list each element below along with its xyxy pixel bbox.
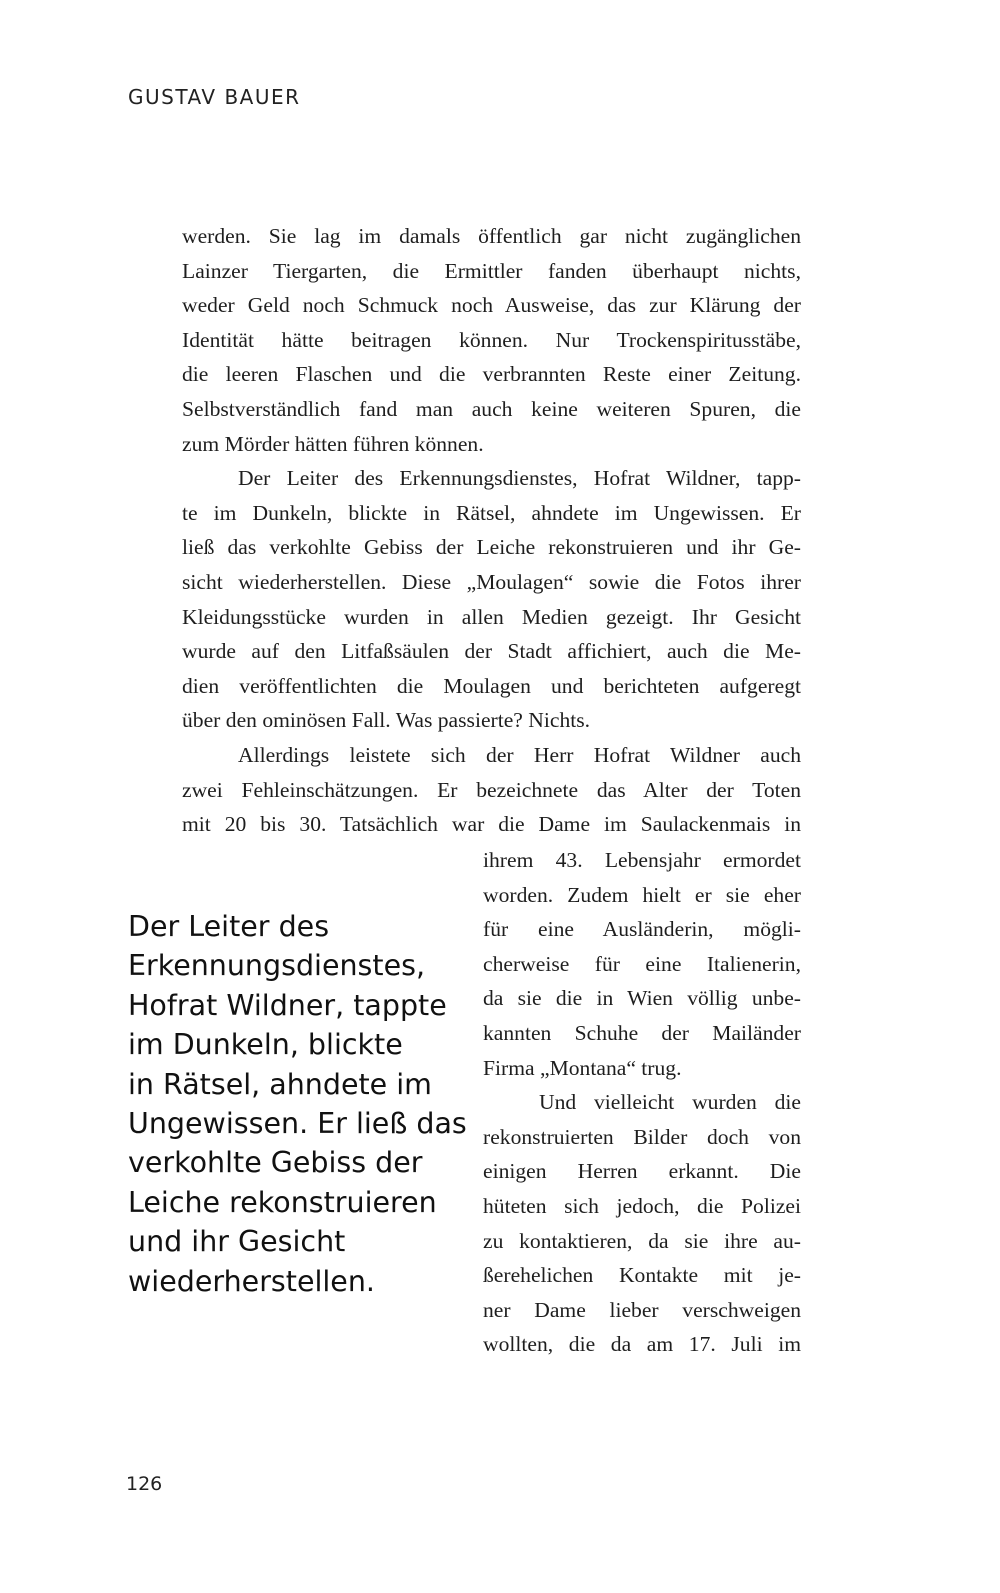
text-line: einigen Herren erkannt. Die	[483, 1159, 801, 1184]
text-line: Allerdings leistete sich der Herr Hofrat Wildner auch	[238, 742, 801, 767]
pull-quote-line: Der Leiter des	[128, 910, 330, 943]
text-line: cherweise für eine Italienerin,	[483, 951, 801, 976]
text-line: mit 20 bis 30. Tatsächlich war die Dame im Saulackenmais in	[182, 812, 801, 837]
text-line: kannten Schuhe der Mailänder	[483, 1020, 801, 1045]
text-line: worden. Zudem hielt er sie eher	[483, 882, 801, 907]
text-line: Identität hätte beitragen können. Nur Trockenspiritusstäbe,	[182, 327, 801, 352]
text-line: weder Geld noch Schmuck noch Ausweise, das zur Klärung der	[182, 293, 801, 318]
text-line: te im Dunkeln, blickte in Rätsel, ahndete im Ungewissen. Er	[182, 500, 801, 525]
pull-quote-line: Ungewissen. Er ließ das	[128, 1107, 467, 1141]
text-line: ßerehelichen Kontakte mit je-	[483, 1263, 801, 1288]
text-line: zu kontaktieren, da sie ihre au-	[483, 1228, 801, 1253]
pull-quote-line: Leiche rekonstruieren	[128, 1185, 437, 1219]
text-line: wurde auf den Litfaßsäulen der Stadt affichiert, auch die Me-	[182, 639, 801, 664]
pull-quote-line: Hofrat Wildner, tappte	[128, 988, 447, 1022]
text-line: ließ das verkohlte Gebiss der Leiche rekonstruieren und ihr Ge-	[182, 535, 801, 560]
text-line: dien veröffentlichten die Moulagen und berichteten aufgeregt	[182, 673, 801, 698]
text-line: Lainzer Tiergarten, die Ermittler fanden überhaupt nichts,	[182, 258, 801, 283]
text-line: zwei Fehleinschätzungen. Er bezeichnete das Alter der Toten	[182, 777, 801, 802]
text-line: Und vielleicht wurden die	[539, 1090, 801, 1115]
text-line: Der Leiter des Erkennungsdienstes, Hofrat Wildner, tapp-	[238, 466, 801, 491]
text-line: die leeren Flaschen und die verbrannten Reste einer Zeitung.	[182, 362, 801, 387]
page-number: 126	[126, 1473, 163, 1495]
text-line: Selbstverständlich fand man auch keine weiteren Spuren, die	[182, 396, 801, 421]
text-line: für eine Ausländerin, mögli-	[483, 917, 801, 942]
text-line: rekonstruierten Bilder doch von	[483, 1124, 801, 1149]
pull-quote-line: in Rätsel, ahndete im	[128, 1067, 432, 1101]
pull-quote-line: und ihr Gesicht	[128, 1225, 346, 1259]
body-text-main	[182, 219, 801, 842]
running-head-author: GUSTAV BAUER	[128, 85, 301, 109]
text-line: sicht wiederherstellen. Diese „Moulagen“ sowie die Fotos ihrer	[182, 569, 801, 594]
text-line: werden. Sie lag im damals öffentlich gar nicht zugänglichen	[182, 224, 801, 248]
pull-quote-line: im Dunkeln, blickte	[128, 1028, 403, 1062]
pull-quote-line: Erkennungsdienstes,	[128, 949, 426, 983]
pull-quote-line: wiederherstellen.	[128, 1264, 375, 1298]
text-line: ihrem 43. Lebensjahr ermordet	[483, 848, 801, 872]
text-line: ner Dame lieber verschweigen	[483, 1297, 801, 1322]
text-line: über den ominösen Fall. Was passierte? Nichts.	[182, 708, 591, 733]
text-line: wollten, die da am 17. Juli im	[483, 1332, 801, 1357]
text-line: hüteten sich jedoch, die Polizei	[483, 1193, 801, 1218]
pull-quote	[128, 907, 467, 1301]
body-text-column	[483, 843, 801, 1362]
text-line: da sie die in Wien völlig unbe-	[483, 986, 801, 1011]
text-line: zum Mörder hätten führen können.	[182, 431, 484, 456]
pull-quote-line: verkohlte Gebiss der	[128, 1146, 423, 1180]
text-line: Kleidungsstücke wurden in allen Medien gezeigt. Ihr Gesicht	[182, 604, 801, 629]
text-line: Firma „Montana“ trug.	[483, 1055, 682, 1080]
